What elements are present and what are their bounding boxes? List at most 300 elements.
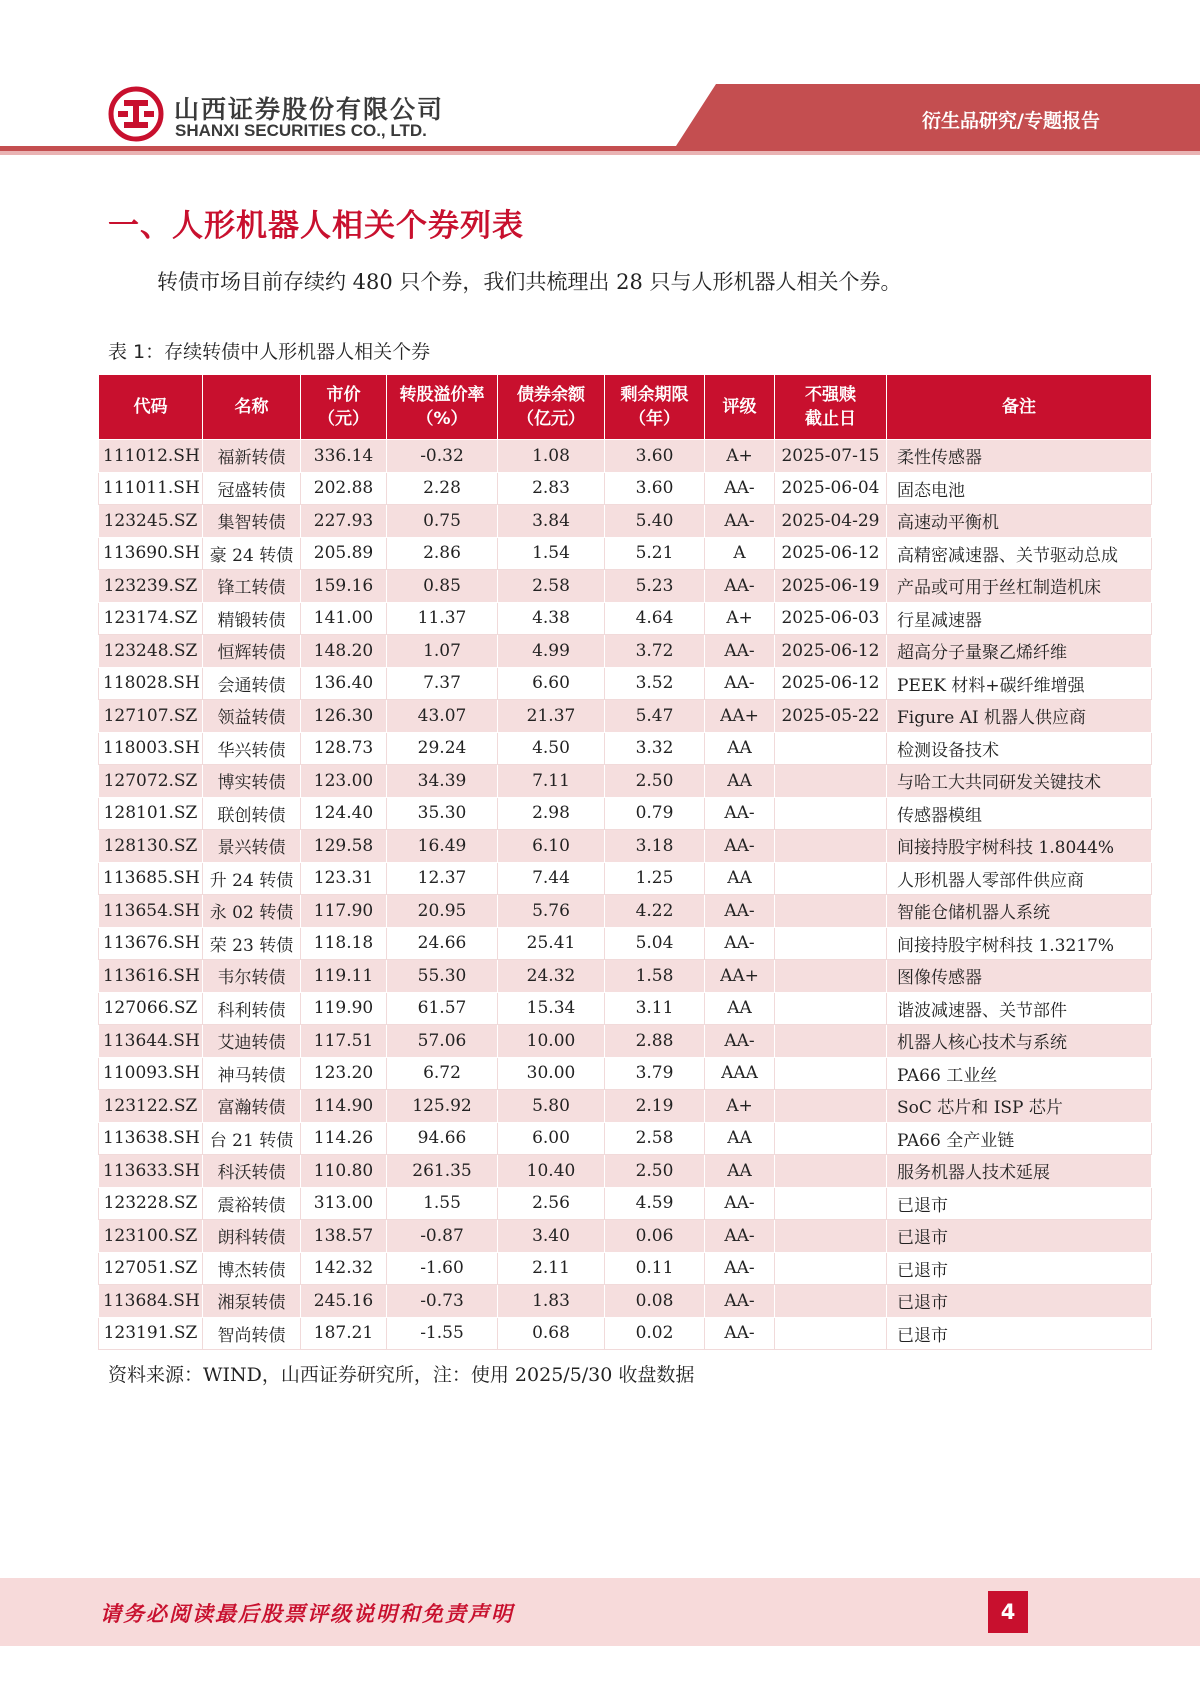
table-cell: 123.20 (301, 1057, 387, 1090)
table-cell: A (705, 537, 775, 570)
table-body (99, 440, 1152, 1350)
company-name-en: SHANXI SECURITIES CO., LTD. (175, 121, 427, 140)
table-cell: 10.40 (498, 1155, 605, 1188)
column-header-line: 不强赎 (805, 385, 856, 405)
table-cell: 114.90 (301, 1090, 387, 1123)
table-cell: 118028.SH (99, 667, 203, 700)
report-type-tag: 衍生品研究/专题报告 (922, 110, 1100, 132)
table-cell: 间接持股宇树科技 1.8044% (887, 830, 1152, 863)
table-cell: 冠盛转债 (203, 472, 301, 505)
table-cell: AA (705, 1122, 775, 1155)
table-cell: 2025-04-29 (775, 505, 887, 538)
table-cell: 123.31 (301, 862, 387, 895)
column-header (605, 375, 705, 440)
table-row (99, 1057, 1152, 1090)
table-row (99, 927, 1152, 960)
table-cell: 123191.SZ (99, 1317, 203, 1350)
table-cell: 113638.SH (99, 1122, 203, 1155)
table-cell (775, 1155, 887, 1188)
table-cell: AA- (705, 797, 775, 830)
section-title: 一、人形机器人相关个券列表 (108, 208, 524, 244)
table-cell: -0.73 (387, 1285, 498, 1318)
table-row (99, 635, 1152, 668)
table-cell: AA- (705, 1252, 775, 1285)
table-cell: 110.80 (301, 1155, 387, 1188)
table-cell (775, 732, 887, 765)
table-cell: -1.55 (387, 1317, 498, 1350)
table-cell: A+ (705, 440, 775, 473)
table-cell: 0.02 (605, 1317, 705, 1350)
table-cell: 荣 23 转债 (203, 927, 301, 960)
table-cell: 湘泵转债 (203, 1285, 301, 1318)
table-cell: 2025-06-04 (775, 472, 887, 505)
table-cell: 159.16 (301, 570, 387, 603)
bond-table (98, 374, 1152, 1350)
table-cell: 5.47 (605, 700, 705, 733)
table-cell: 2025-05-22 (775, 700, 887, 733)
table-row (99, 1090, 1152, 1123)
table-cell: 行星减速器 (887, 602, 1152, 635)
table-cell: 24.32 (498, 960, 605, 993)
table-cell: 127066.SZ (99, 992, 203, 1025)
table-cell: 1.55 (387, 1187, 498, 1220)
table-row (99, 830, 1152, 863)
table-cell: 142.32 (301, 1252, 387, 1285)
table-cell (775, 1285, 887, 1318)
table-cell (775, 1187, 887, 1220)
table-row (99, 1155, 1152, 1188)
table-cell: 110093.SH (99, 1057, 203, 1090)
table-cell: 118.18 (301, 927, 387, 960)
table-cell: 113690.SH (99, 537, 203, 570)
table-cell: 113684.SH (99, 1285, 203, 1318)
table-cell: 3.40 (498, 1220, 605, 1253)
table-row (99, 1317, 1152, 1350)
table-cell: 25.41 (498, 927, 605, 960)
table-cell: 震裕转债 (203, 1187, 301, 1220)
table-cell (775, 862, 887, 895)
table-cell: 117.90 (301, 895, 387, 928)
table-row (99, 537, 1152, 570)
column-header (887, 375, 1152, 440)
table-cell: 谐波减速器、关节部件 (887, 992, 1152, 1025)
table-cell: 0.79 (605, 797, 705, 830)
table-cell: 神马转债 (203, 1057, 301, 1090)
table-cell: AA (705, 992, 775, 1025)
table-cell: AA- (705, 1025, 775, 1058)
table-cell: 336.14 (301, 440, 387, 473)
table-cell: 0.11 (605, 1252, 705, 1285)
footer-disclaimer: 请务必阅读最后股票评级说明和免责声明 (100, 1601, 514, 1626)
table-cell: 柔性传感器 (887, 440, 1152, 473)
table-cell: 0.85 (387, 570, 498, 603)
table-cell: 4.22 (605, 895, 705, 928)
intro-paragraph: 转债市场目前存续约 480 只个券，我们共梳理出 28 只与人形机器人相关个券。 (157, 270, 902, 294)
table-cell: 55.30 (387, 960, 498, 993)
table-cell: 3.18 (605, 830, 705, 863)
table-cell: AA- (705, 1220, 775, 1253)
table-row (99, 602, 1152, 635)
table-cell: 4.38 (498, 602, 605, 635)
table-cell: -0.32 (387, 440, 498, 473)
table-cell: 113644.SH (99, 1025, 203, 1058)
table-cell: 2.88 (605, 1025, 705, 1058)
table-cell: 128.73 (301, 732, 387, 765)
table-cell: 7.44 (498, 862, 605, 895)
table-cell: 34.39 (387, 765, 498, 798)
table-cell: 永 02 转债 (203, 895, 301, 928)
table-cell: Figure AI 机器人供应商 (887, 700, 1152, 733)
table-cell: 豪 24 转债 (203, 537, 301, 570)
table-cell: 3.60 (605, 440, 705, 473)
table-cell: 128101.SZ (99, 797, 203, 830)
table-row (99, 570, 1152, 603)
table-cell: 智能仓储机器人系统 (887, 895, 1152, 928)
table-row (99, 895, 1152, 928)
table-row (99, 765, 1152, 798)
table-cell: 123122.SZ (99, 1090, 203, 1123)
table-cell: 3.60 (605, 472, 705, 505)
table-header-row (99, 375, 1152, 440)
table-cell: 35.30 (387, 797, 498, 830)
table-cell: A+ (705, 602, 775, 635)
table-cell: 领益转债 (203, 700, 301, 733)
table-cell: AA- (705, 505, 775, 538)
table-cell: AA+ (705, 960, 775, 993)
table-cell: 5.40 (605, 505, 705, 538)
table-cell (775, 1090, 887, 1123)
table-cell: 7.11 (498, 765, 605, 798)
table-cell: SoC 芯片和 ISP 芯片 (887, 1090, 1152, 1123)
table-cell: AA- (705, 830, 775, 863)
table-cell: AA (705, 732, 775, 765)
table-cell: 2.56 (498, 1187, 605, 1220)
table-cell: 127051.SZ (99, 1252, 203, 1285)
column-header-line: 截止日 (805, 409, 856, 429)
table-cell: AA (705, 1155, 775, 1188)
table-cell: 2025-06-19 (775, 570, 887, 603)
table-row (99, 667, 1152, 700)
table-cell: 113654.SH (99, 895, 203, 928)
table-cell: 升 24 转债 (203, 862, 301, 895)
table-cell: 10.00 (498, 1025, 605, 1058)
table-cell: PEEK 材料+碳纤维增强 (887, 667, 1152, 700)
table-cell (775, 1220, 887, 1253)
table-cell: 16.49 (387, 830, 498, 863)
table-row (99, 1285, 1152, 1318)
table-cell: AA- (705, 472, 775, 505)
table-cell: 30.00 (498, 1057, 605, 1090)
table-cell: 7.37 (387, 667, 498, 700)
table-cell: 2.50 (605, 1155, 705, 1188)
table-cell: 艾迪转债 (203, 1025, 301, 1058)
table-cell: 261.35 (387, 1155, 498, 1188)
table-cell: 313.00 (301, 1187, 387, 1220)
table-row (99, 1025, 1152, 1058)
column-header-line: 代码 (133, 397, 168, 417)
column-header-line: 转股溢价率 (399, 385, 485, 405)
table-cell: 205.89 (301, 537, 387, 570)
table-cell: 2.58 (498, 570, 605, 603)
table-cell: 精锻转债 (203, 602, 301, 635)
table-cell: 111012.SH (99, 440, 203, 473)
table-cell: 138.57 (301, 1220, 387, 1253)
column-header (387, 375, 498, 440)
table-cell: 123100.SZ (99, 1220, 203, 1253)
table-cell: 2025-07-15 (775, 440, 887, 473)
table-cell (775, 960, 887, 993)
table-cell: 129.58 (301, 830, 387, 863)
table-cell: 123245.SZ (99, 505, 203, 538)
column-header-line: （%） (416, 409, 468, 429)
table-cell: AA- (705, 570, 775, 603)
table-cell: 科沃转债 (203, 1155, 301, 1188)
column-header-line: 债券余额 (517, 385, 585, 405)
table-cell: 118003.SH (99, 732, 203, 765)
table-row (99, 505, 1152, 538)
table-cell: AA- (705, 1187, 775, 1220)
table-cell: 博实转债 (203, 765, 301, 798)
table-cell: 高速动平衡机 (887, 505, 1152, 538)
table-cell: 245.16 (301, 1285, 387, 1318)
table-cell (775, 830, 887, 863)
table-cell: 1.07 (387, 635, 498, 668)
table-cell: A+ (705, 1090, 775, 1123)
table-cell: PA66 工业丝 (887, 1057, 1152, 1090)
table-row (99, 1187, 1152, 1220)
table-cell: 113616.SH (99, 960, 203, 993)
table-cell: 韦尔转债 (203, 960, 301, 993)
column-header (99, 375, 203, 440)
table-cell: 检测设备技术 (887, 732, 1152, 765)
table-cell: 20.95 (387, 895, 498, 928)
table-cell: 2025-06-03 (775, 602, 887, 635)
table-cell: 人形机器人零部件供应商 (887, 862, 1152, 895)
table-cell: 1.08 (498, 440, 605, 473)
table-cell: 2.83 (498, 472, 605, 505)
table-cell: 123239.SZ (99, 570, 203, 603)
table-cell: 固态电池 (887, 472, 1152, 505)
table-caption: 表 1：存续转债中人形机器人相关个券 (108, 341, 431, 363)
table-cell (775, 927, 887, 960)
column-header-line: （亿元） (517, 409, 585, 429)
table-cell: 136.40 (301, 667, 387, 700)
table-row (99, 862, 1152, 895)
table-cell (775, 1317, 887, 1350)
column-header (301, 375, 387, 440)
table-row (99, 732, 1152, 765)
table-cell: 4.99 (498, 635, 605, 668)
table-cell: AA (705, 765, 775, 798)
table-cell: 12.37 (387, 862, 498, 895)
table-cell: 2025-06-12 (775, 635, 887, 668)
table-row (99, 1252, 1152, 1285)
table-cell: 6.72 (387, 1057, 498, 1090)
table-cell: 博杰转债 (203, 1252, 301, 1285)
table-cell: AA- (705, 927, 775, 960)
table-cell: 3.11 (605, 992, 705, 1025)
table-cell (775, 1252, 887, 1285)
table-cell: 产品或可用于丝杠制造机床 (887, 570, 1152, 603)
table-cell: 2.50 (605, 765, 705, 798)
table-cell: 景兴转债 (203, 830, 301, 863)
column-header-line: （元） (318, 409, 369, 429)
table-row (99, 1122, 1152, 1155)
table-cell: -1.60 (387, 1252, 498, 1285)
column-header (498, 375, 605, 440)
table-cell: 148.20 (301, 635, 387, 668)
table-cell: 超高分子量聚乙烯纤维 (887, 635, 1152, 668)
table-cell: 227.93 (301, 505, 387, 538)
column-header-line: （年） (629, 409, 680, 429)
table-cell: 127107.SZ (99, 700, 203, 733)
table-cell: AA- (705, 635, 775, 668)
company-name-cn: 山西证券股份有限公司 (174, 95, 445, 124)
table-cell: 2.58 (605, 1122, 705, 1155)
table-cell: AA- (705, 1285, 775, 1318)
table-cell: 与哈工大共同研发关键技术 (887, 765, 1152, 798)
table-cell: 0.68 (498, 1317, 605, 1350)
table-cell: 服务机器人技术延展 (887, 1155, 1152, 1188)
table-cell: 0.75 (387, 505, 498, 538)
table-cell: 113676.SH (99, 927, 203, 960)
table-cell: 高精密减速器、关节驱动总成 (887, 537, 1152, 570)
table-cell: 2.98 (498, 797, 605, 830)
table-row (99, 992, 1152, 1025)
table-cell: 2025-06-12 (775, 537, 887, 570)
table-cell: 传感器模组 (887, 797, 1152, 830)
table-cell: 114.26 (301, 1122, 387, 1155)
table-cell: -0.87 (387, 1220, 498, 1253)
table-cell: AA- (705, 895, 775, 928)
table-cell: 华兴转债 (203, 732, 301, 765)
table-cell: 43.07 (387, 700, 498, 733)
table-cell: 2025-06-12 (775, 667, 887, 700)
table-cell: 123.00 (301, 765, 387, 798)
column-header (705, 375, 775, 440)
table-cell: PA66 全产业链 (887, 1122, 1152, 1155)
table-cell: 已退市 (887, 1220, 1152, 1253)
table-cell: 智尚转债 (203, 1317, 301, 1350)
table-cell: 2.11 (498, 1252, 605, 1285)
table-cell: 2.28 (387, 472, 498, 505)
table-cell (775, 895, 887, 928)
table-cell: 5.80 (498, 1090, 605, 1123)
table-cell (775, 1057, 887, 1090)
table-cell: 4.50 (498, 732, 605, 765)
table-cell: 2.86 (387, 537, 498, 570)
table-cell: 21.37 (498, 700, 605, 733)
table-cell: 29.24 (387, 732, 498, 765)
table-cell: 已退市 (887, 1317, 1152, 1350)
table-cell: 119.90 (301, 992, 387, 1025)
table-cell: 61.57 (387, 992, 498, 1025)
table-cell: 已退市 (887, 1187, 1152, 1220)
table-row (99, 797, 1152, 830)
table-cell: 1.25 (605, 862, 705, 895)
table-cell (775, 1122, 887, 1155)
company-logo-icon (108, 86, 164, 142)
table-cell: 集智转债 (203, 505, 301, 538)
column-header-line: 市价 (326, 385, 361, 405)
column-header-line: 备注 (1002, 397, 1036, 417)
table-cell (775, 992, 887, 1025)
table-cell: 图像传感器 (887, 960, 1152, 993)
table-cell: 6.60 (498, 667, 605, 700)
table-cell: 2.19 (605, 1090, 705, 1123)
table-cell: AA- (705, 1317, 775, 1350)
table-row (99, 472, 1152, 505)
table-cell: 3.52 (605, 667, 705, 700)
table-cell: 123248.SZ (99, 635, 203, 668)
table-cell: 125.92 (387, 1090, 498, 1123)
table-cell: 机器人核心技术与系统 (887, 1025, 1152, 1058)
table-cell: 5.21 (605, 537, 705, 570)
table-cell: AA (705, 862, 775, 895)
table-row (99, 1220, 1152, 1253)
table-cell (775, 1025, 887, 1058)
table-cell: 15.34 (498, 992, 605, 1025)
table-cell (775, 765, 887, 798)
table-cell: 123174.SZ (99, 602, 203, 635)
table-cell: 6.00 (498, 1122, 605, 1155)
table-cell: 已退市 (887, 1252, 1152, 1285)
table-cell: 4.64 (605, 602, 705, 635)
table-cell: 24.66 (387, 927, 498, 960)
table-cell: 锋工转债 (203, 570, 301, 603)
table-cell: AA+ (705, 700, 775, 733)
table-cell: 会通转债 (203, 667, 301, 700)
table-source-note: 资料来源：WIND，山西证券研究所，注：使用 2025/5/30 收盘数据 (108, 1364, 695, 1386)
column-header-line: 名称 (234, 397, 269, 417)
table-cell: 113685.SH (99, 862, 203, 895)
table-cell: 朗科转债 (203, 1220, 301, 1253)
table-cell: 117.51 (301, 1025, 387, 1058)
table-cell: 127072.SZ (99, 765, 203, 798)
table-cell: 3.72 (605, 635, 705, 668)
table-cell: 4.59 (605, 1187, 705, 1220)
table-cell: 1.58 (605, 960, 705, 993)
table-cell: 5.76 (498, 895, 605, 928)
table-cell: 3.84 (498, 505, 605, 538)
table-row (99, 440, 1152, 473)
table-cell: 台 21 转债 (203, 1122, 301, 1155)
table-cell: 3.79 (605, 1057, 705, 1090)
table-cell: 联创转债 (203, 797, 301, 830)
table-cell: 恒辉转债 (203, 635, 301, 668)
table-cell: 94.66 (387, 1122, 498, 1155)
table-cell: 6.10 (498, 830, 605, 863)
table-cell: 富瀚转债 (203, 1090, 301, 1123)
table-row (99, 700, 1152, 733)
table-cell: 3.32 (605, 732, 705, 765)
table-cell: 57.06 (387, 1025, 498, 1058)
page-number: 4 (988, 1591, 1028, 1633)
table-cell: 113633.SH (99, 1155, 203, 1188)
table-cell: 0.08 (605, 1285, 705, 1318)
table-row (99, 960, 1152, 993)
table-cell: 福新转债 (203, 440, 301, 473)
table-cell (775, 797, 887, 830)
table-cell: 128130.SZ (99, 830, 203, 863)
table-cell: 187.21 (301, 1317, 387, 1350)
table-cell: 11.37 (387, 602, 498, 635)
table-cell: 间接持股宇树科技 1.3217% (887, 927, 1152, 960)
table-cell: AA- (705, 667, 775, 700)
table-cell: 124.40 (301, 797, 387, 830)
table-cell: 1.83 (498, 1285, 605, 1318)
table-cell: 科利转债 (203, 992, 301, 1025)
